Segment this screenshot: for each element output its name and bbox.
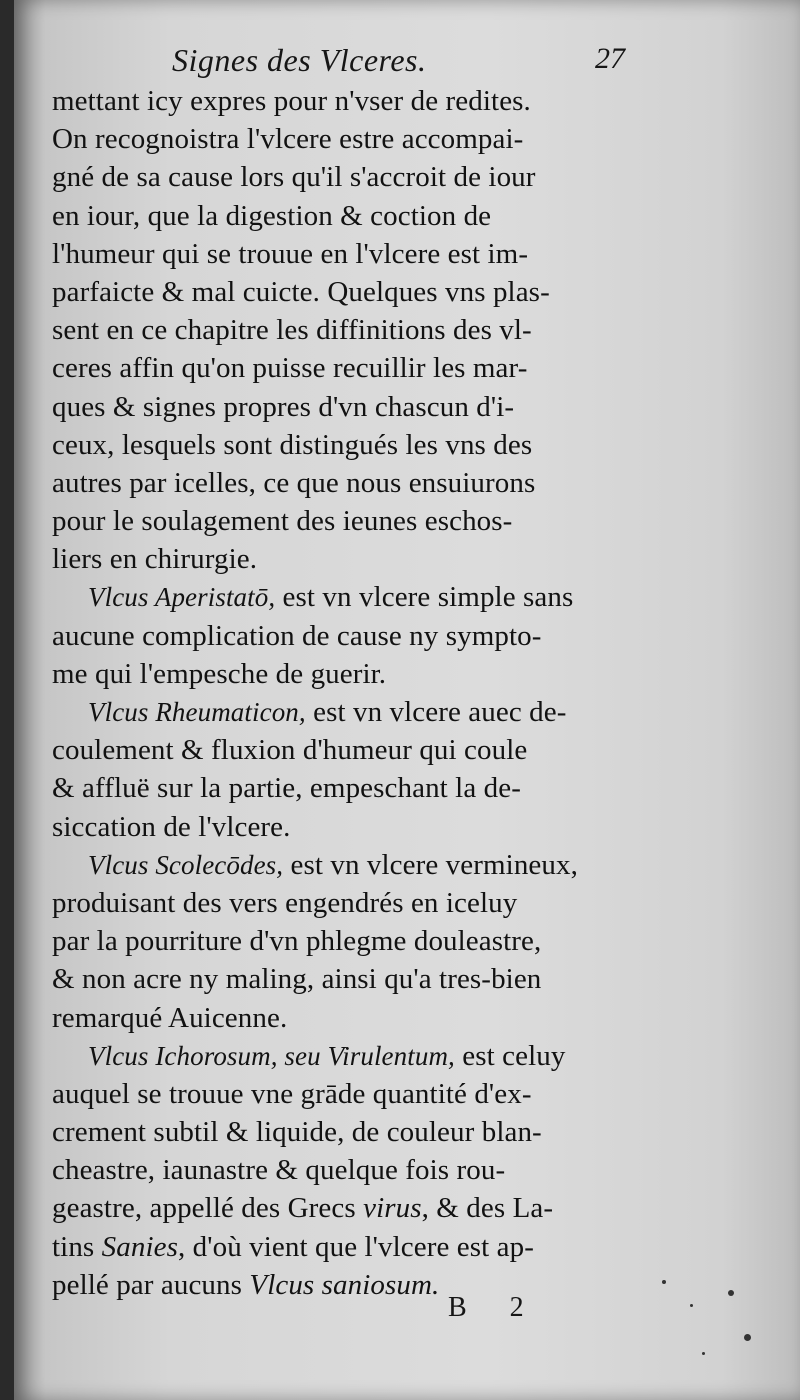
text-line [52,1189,637,1227]
italic-word: Sanies [101,1230,178,1263]
text-run: est celuy [454,1039,566,1072]
term-lead: Vlcus Ichorosum, seu Virulentum, [88,1040,455,1071]
text-run: est vn vlcere vermineux, [283,848,578,881]
text-line: ceux, lesquels sont distingués les vns des [52,428,533,461]
speck [728,1290,734,1296]
italic-word: virus [363,1192,422,1225]
page-header [14,38,800,86]
signature-mark: B 2 [448,1292,542,1323]
paragraph-5 [52,1037,637,1304]
text-line: l'humeur qui se trouue en l'vlcere est im- [52,237,529,270]
text-line: & affluë sur la partie, empeschant la de- [52,772,521,805]
text-run: est vn vlcere simple sans [275,581,574,614]
page-number: 27 [595,42,625,75]
speck [662,1280,666,1284]
text-line: gné de sa cause lors qu'il s'accroit de iour [52,161,536,194]
text-line: me qui l'empesche de guerir. [52,657,387,690]
text-line [52,1037,637,1075]
paper-specks [632,1260,782,1390]
text-line: ques & signes propres d'vn chascun d'i- [52,390,515,423]
text-line [52,578,637,616]
text-line [52,693,637,731]
speck [690,1304,693,1307]
text-run: , d'où vient que l'vlcere est ap- [177,1230,534,1263]
text-line: cheastre, iaunastre & quelque fois rou- [52,1154,506,1187]
text-line: siccation de l'vlcere. [52,810,291,843]
text-line: aucune complication de cause ny sympto- [52,619,542,652]
text-line [52,1266,637,1304]
paragraph-4 [52,846,637,1037]
term-lead: Vlcus Scolecōdes, [88,849,284,880]
text-line: produisant des vers engendrés en iceluy [52,886,518,919]
text-line: & non acre ny maling, ainsi qu'a tres-bien [52,963,542,996]
text-line: On recognoistra l'vlcere estre accompai- [52,123,524,156]
text-line: crement subtil & liquide, de couleur blan- [52,1116,542,1149]
text-line: coulement & fluxion d'humeur qui coule [52,734,528,767]
text-run: pellé par aucuns [52,1268,250,1301]
term-lead: Vlcus Aperistatō, [88,582,276,613]
paragraph-1 [52,82,637,578]
paragraph-2 [52,578,637,693]
text-run: , & des La- [421,1192,554,1225]
text-run: tins [52,1230,102,1263]
text-line: ceres affin qu'on puisse recuillir les mar- [52,352,528,385]
text-line: par la pourriture d'vn phlegme douleastre, [52,925,542,958]
speck [744,1334,751,1341]
text-line: liers en chirurgie. [52,543,258,576]
text-run: est vn vlcere auec de- [305,696,567,728]
text-run: geastre, appellé des Grecs [52,1192,364,1225]
text-line [52,1228,637,1266]
running-head: Signes des Vlceres. [172,42,427,78]
text-line: auquel se trouue vne grāde quantité d'ex- [52,1077,532,1110]
text-line: parfaicte & mal cuicte. Quelques vns plas- [52,275,550,308]
text-line [52,846,637,884]
body-text [52,82,637,1304]
paragraph-3 [52,693,637,846]
text-line: remarqué Auicenne. [52,1001,288,1034]
text-line: mettant icy expres pour n'vser de redites. [52,85,531,117]
speck [702,1352,705,1355]
term-lead: Vlcus Rheumaticon, [88,697,306,727]
text-line: pour le soulagement des ieunes eschos- [52,505,513,538]
text-line: en iour, que la digestion & coction de [52,199,492,232]
text-line: sent en ce chapitre les diffinitions des vl- [52,314,532,347]
italic-word: Vlcus saniosum. [249,1268,440,1301]
text-line: autres par icelles, ce que nous ensuiurons [52,466,536,499]
book-page [14,0,800,1400]
